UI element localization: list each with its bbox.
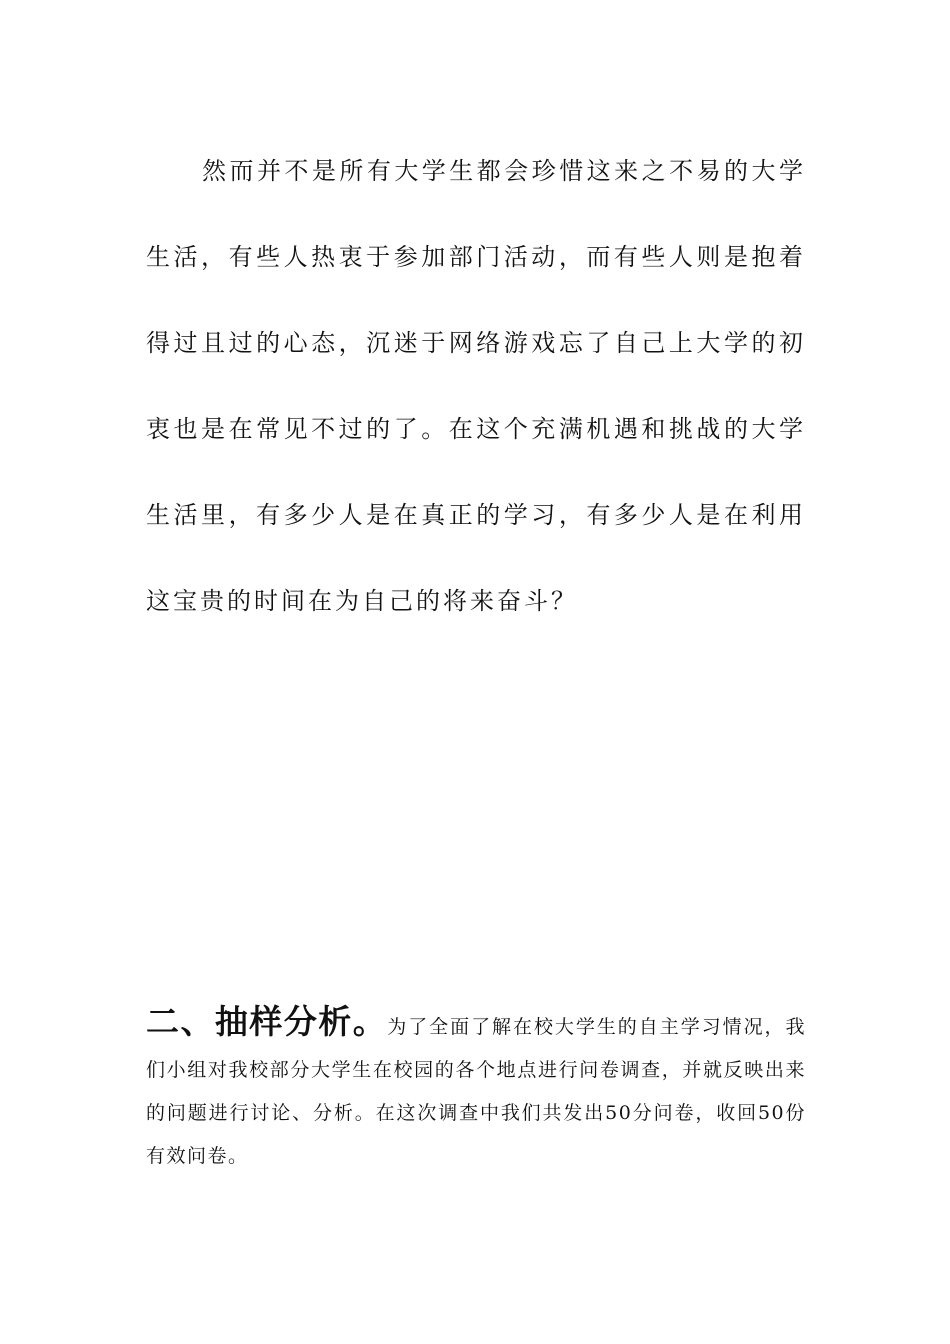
section-body: 为了全面了解在校大学生的自主学习情况，我们小组对我校部分大学生在校园的各个地点进行问卷调查，并就反映出来的问题进行讨论、分析。在这次调查中我们共发出50分问卷，收回50份有效问卷。 xyxy=(146,1016,806,1167)
section-heading: 二、抽样分析。 xyxy=(146,1002,388,1041)
sampling-analysis-section xyxy=(146,1000,806,1178)
intro-paragraph: 然而并不是所有大学生都会珍惜这来之不易的大学生活，有些人热衷于参加部门活动，而有些人则是抱着得过且过的心态，沉迷于网络游戏忘了自己上大学的初衷也是在常见不过的了。在这个充满机遇和挑战的大学生活里，有多少人是在真正的学习，有多少人是在利用这宝贵的时间在为自己的将来奋斗？ xyxy=(146,157,806,615)
